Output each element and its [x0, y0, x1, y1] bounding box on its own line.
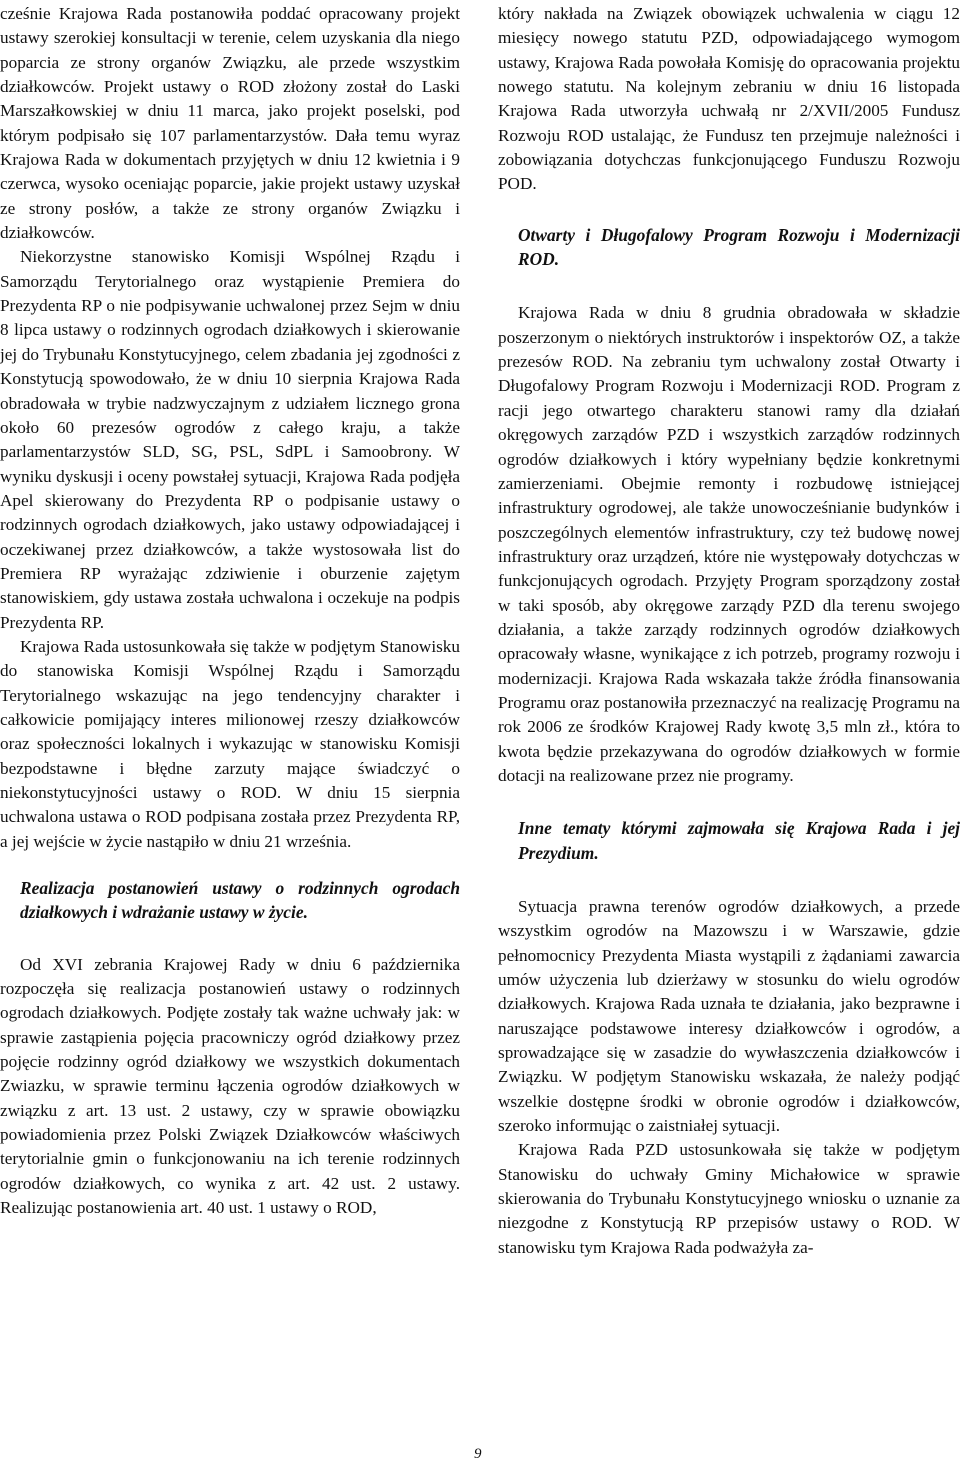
section-heading-program-rozwoju: Otwarty i Długofalowy Program Rozwoju i Modernizacji ROD. — [518, 224, 960, 270]
left-paragraph-2: Niekorzystne stanowisko Komisji Wspólnej Rządu i Samorządu Terytorialnego oraz wystąpienie Premiera do Prezydenta RP o nie podpisywanie uchwalonej przez Sejm w dniu 8 lipca ustawy o rodzinnych ogrodach działkowych i skierowanie jej do Trybunału Konstytucyjnego, celem zbadania jej zgodności z Konstytucją spowodowało, że w dniu 10 sierpnia Krajowa Rada obradowała w trybie nadzwyczajnym z udziałem licznego grona około 60 prezesów ogrodów z całego kraju, a także parlamentarzystów SLD, SG, PSL, SdPL i Samoobrony. W wyniku dyskusji i oceny powstałej sytuacji, Krajowa Rada podjęła Apel skierowany do Prezydenta RP o podpisanie ustawy o rodzinnych ogrodach działkowych, jako ustawy odpowiadającej i oczekiwanej przez działkowców, a także wystosowała list do Premiera RP wyrażając zdziwienie i oburzenie zajętym stanowiskiem, gdy ustawa została uchwalona i oczekuje na podpis Prezydenta RP. — [0, 247, 460, 632]
left-paragraph-4: Od XVI zebrania Krajowej Rady w dniu 6 października rozpoczęła się realizacja postanowień ustawy o rodzinnych ogrodach działkowych. Podjęte zostały tak ważne uchwały jak: w sprawie zastąpienia pojęcia pracowniczy ogród działkowy przez pojęcie rodzinny ogród działkowy we wszystkich dokumentach Zwiazku, w sprawie terminu łączenia ogrodów działkowych w związku z art. 13 ust. 2 ustawy, czy w sprawie obowiązku powiadomienia przez Polski Związek Działkowców właściwych terytorialnie gmin o funkcjonowaniu na ich terenie rodzinnych ogrodów działkowych, co wynika z art. 42 ust. 2 ustawy. Realizując postanowienia art. 40 ust. 1 ustawy o ROD, — [0, 954, 460, 1218]
right-column — [498, 2, 960, 1260]
section-heading-inne-tematy: Inne tematy którymi zajmowała się Krajowa Rada i jej Prezydium. — [518, 818, 960, 863]
page-number: 9 — [474, 1446, 482, 1462]
right-paragraph-3: Sytuacja prawna terenów ogrodów działkowych, a przede wszystkim ogrodów na Mazowszu i w Warszawie, gdzie pełnomocnicy Prezydenta Miasta wystąpili z żądaniami zawarcia umów użyczenia lub dzierżawy w stosunku do wielu ogrodów działkowych. Krajowa Rada uznała te działania, jako bezprawne i naruszające podstawowe interesy działkowców i ogrodów, a sprowadzające się w zasadzie do wywłaszczenia działkowców i Związku. W podjętym Stanowisku wskazała, że należy podjąć wszelkie dostępne środki w obronie ogrodów i działkowców, szeroko informując o zaistniałej sytuacji. — [498, 897, 960, 1136]
left-paragraph-1: cześnie Krajowa Rada postanowiła poddać opracowany projekt ustawy szerokiej konsultacji w terenie, celem uzyskania dla niego poparcia ze strony organów Związku, ale przede wszystkim działkowców. Projekt ustawy o ROD złożony został do Laski Marszałkowskiej w dniu 11 marca, jako projekt poselski, pod którym podpisało się 107 parlamentarzystów. Dała temu wyraz Krajowa Rada w dokumentach przyjętych w dniu 12 kwietnia i 9 czerwca, wysoko oceniając poparcie, jakie projekt ustawy uzyskał ze strony posłów, a także ze strony organów Związku i działkowców. — [0, 4, 460, 243]
section-heading-realizacja: Realizacja postanowień ustawy o rodzinnych ogrodach działkowych i wdrażanie ustawy w życie. — [20, 878, 460, 923]
left-column — [0, 2, 460, 1221]
right-paragraph-2: Krajowa Rada w dniu 8 grudnia obradowała w składzie poszerzonym o niektórych instruktorów i inspektorów OZ, a także prezesów ROD. Na zebraniu tym uchwalony został Otwarty i Długofalowy Program Rozwoju i Modernizacji ROD. Program z racji jego otwartego charakteru stanowi ramy dla działań okręgowych zarządów PZD i wszystkich zarządów rodzinnych ogrodów działkowych i który wypełniany będzie konkretnymi zamierzeniami. Obejmie remonty i rozbudowę istniejącej infrastruktury ogrodowej, ale także unowocześnianie budynków i poszczególnych elementów infrastruktury, czy też budowę nowej infrastruktury oraz urządzeń, które nie występowały dotychczas w funkcjonujących ogrodach. Przyjęty Program sporządzony został w taki sposób, aby okręgowe zarządy PZD dla terenu swojego działania, a także zarządy rodzinnych ogrodów działkowych opracowały własne, wynikające z ich potrzeb, programy rozwoju i modernizacji. Krajowa Rada wskazała także źródła finansowania Programu oraz postanowiła przeznaczyć na realizację Programu na rok 2006 ze środków Krajowej Rady kwotę 3,5 mln zł., która to kwota będzie przekazywana do ogrodów działkowych w formie dotacji na realizowane przez nie programy. — [498, 303, 960, 785]
left-paragraph-3: Krajowa Rada ustosunkowała się także w podjętym Stanowisku do stanowiska Komisji Wspólnej Rządu i Samorządu Terytorialnego wskazując na jego tendencyjny charakter i całkowicie pomijający interes milionowej rzeszy działkowców oraz społeczności lokalnych i wykazując w stanowisku Komisji bezpodstawne i błędne zarzuty mające świadczyć o niekonstytucyjności ustawy o ROD. W dniu 15 sierpnia uchwalona ustawa o ROD podpisana została przez Prezydenta RP, a jej wejście w życie nastąpiło w dniu 21 września. — [0, 636, 460, 851]
right-paragraph-1: który nakłada na Związek obowiązek uchwalenia w ciągu 12 miesięcy nowego statutu PZD, odpowiadającego wymogom ustawy, Krajowa Rada powołała Komisję do opracowania projektu nowego statutu. Na kolejnym zebraniu w dniu 16 listopada Krajowa Rada utworzyła uchwałą nr 2/XVII/2005 Fundusz Rozwoju ROD ustalając, że Fundusz ten przejmuje należności i zobowiązania dotychczas funkcjonującego Funduszu Rozwoju POD. — [498, 4, 960, 194]
right-paragraph-4: Krajowa Rada PZD ustosunkowała się także w podjętym Stanowisku do uchwały Gminy Michałowice w sprawie skierowania do Trybunału Konstytucyjnego wniosku o uznanie za niezgodne z Konstytucją RP przepisów ustawy o ROD. W stanowisku tym Krajowa Rada podważyła za- — [498, 1140, 960, 1257]
